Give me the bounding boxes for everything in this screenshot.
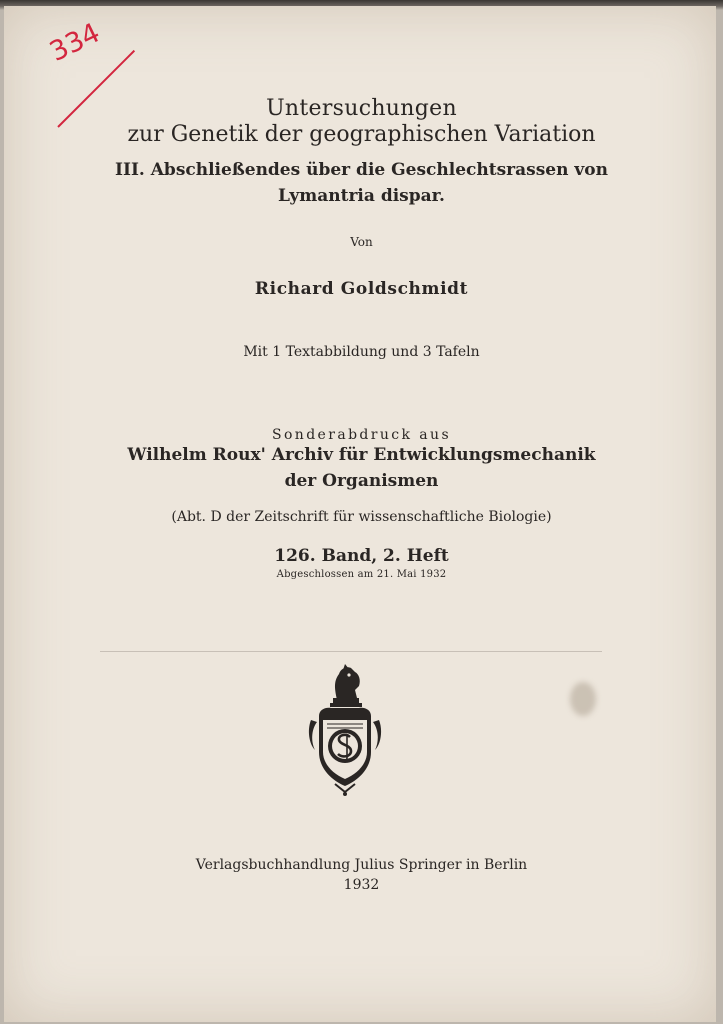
faint-divider (100, 651, 602, 652)
volume-issue: 126. Band, 2. Heft (274, 546, 449, 566)
journal-section: (Abt. D der Zeitschrift für wissenschaftliche Biologie) (171, 509, 552, 525)
paper-stain (570, 682, 596, 716)
publisher-name: Verlagsbuchhandlung Julius Springer in Berlin (195, 857, 528, 873)
title-line-1: Untersuchungen (266, 96, 457, 121)
closing-date: Abgeschlossen am 21. Mai 1932 (276, 569, 447, 580)
offprint-label: Sonderabdruck aus (271, 427, 452, 443)
journal-title-line-2: der Organismen (284, 471, 439, 491)
subtitle-line-2: Lymantria dispar. (278, 186, 445, 206)
publication-year: 1932 (343, 877, 380, 893)
title-line-2: zur Genetik der geographischen Variation (127, 122, 596, 147)
by-label: Von (350, 235, 373, 249)
author-name: Richard Goldschmidt (254, 279, 469, 299)
springer-knight-emblem-icon (305, 660, 385, 798)
journal-title-line-1: Wilhelm Roux' Archiv für Entwicklungsmechanik (127, 445, 596, 465)
subtitle-line-1: III. Abschließendes über die Geschlechtsrassen von (115, 160, 608, 180)
annotation-number: 334 (45, 17, 105, 68)
illustrations-note: Mit 1 Textabbildung und 3 Tafeln (243, 344, 480, 360)
